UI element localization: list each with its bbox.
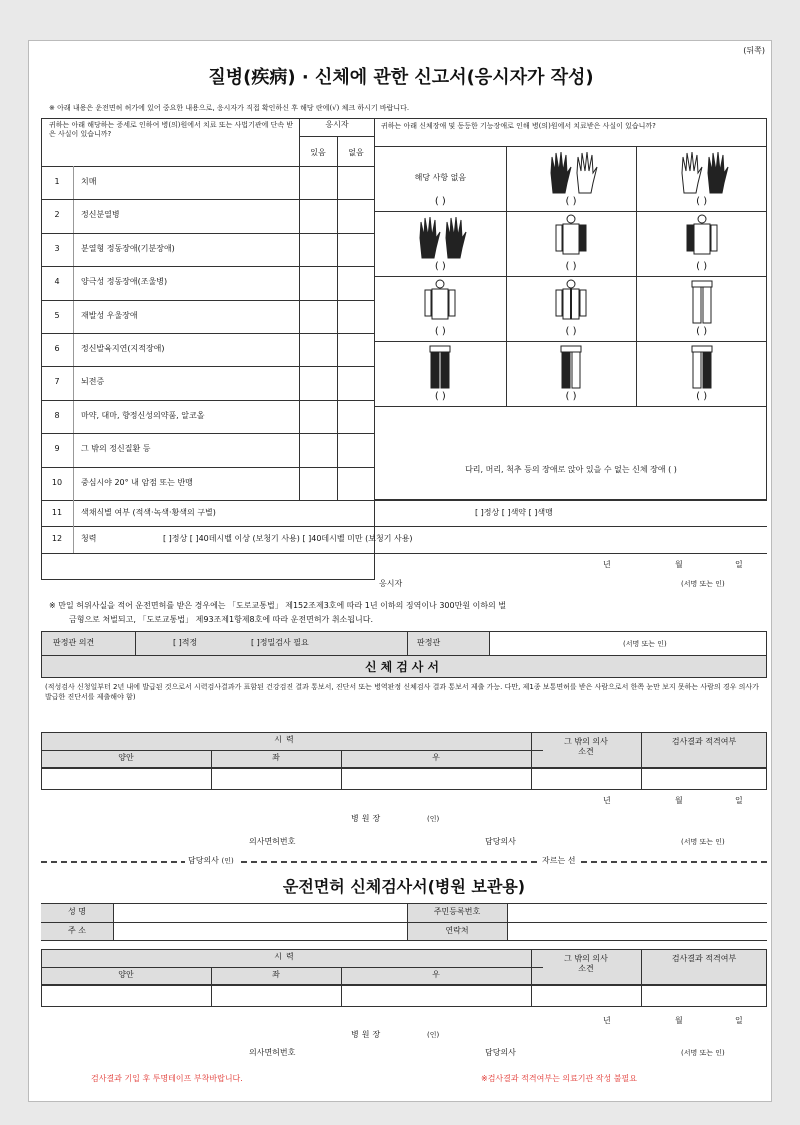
condition-no-cell[interactable]	[345, 475, 367, 493]
disability-checkbox[interactable]: ( )	[565, 196, 577, 207]
right-question: 귀하는 아래 신체장애 및 동등한 기능장애로 인해 병(의)원에서 치료받은 사실이 있습니까?	[381, 122, 656, 130]
exam-date-month[interactable]: 월	[675, 796, 683, 805]
hospital-seal[interactable]: (인)	[427, 815, 440, 823]
exam-result-label: 검사결과 적격여부	[671, 737, 737, 746]
copy-date-day[interactable]: 일	[735, 1016, 743, 1025]
footer-left-note: 검사결과 기입 후 투명테이프 부착바랍니다.	[91, 1074, 243, 1083]
notice-text: ※ 아래 내용은 운전면허 허가에 있어 중요한 내용으로, 응시자가 직접 확인하신 후 해당 란에(√) 체크 하시기 바랍니다.	[49, 104, 410, 112]
condition-no: 2	[54, 210, 60, 220]
condition-label: 정신발육지연(지적장애)	[81, 344, 165, 353]
examiner-fit-option[interactable]: [ ]적정	[173, 638, 198, 647]
form-sheet	[28, 40, 772, 1102]
torso-spine-icon	[541, 279, 601, 325]
copy-director-label: 병원장	[351, 1030, 384, 1039]
copy-title: 운전면허 신체검사서(병원 보관용)	[282, 877, 526, 896]
exam-date-year[interactable]: 년	[603, 796, 611, 805]
condition-no-cell[interactable]	[345, 174, 367, 192]
copy-sign-note[interactable]: (서명 또는 인)	[681, 1049, 725, 1057]
torso-icon	[410, 279, 470, 325]
examiner-detail-option[interactable]: [ ]정밀검사 필요	[251, 638, 309, 647]
condition-no: 6	[54, 344, 60, 353]
condition-no: 5	[54, 310, 60, 320]
condition-yes-cell[interactable]	[307, 441, 329, 459]
condition-yes-cell[interactable]	[307, 174, 329, 192]
applicant-col-header: 응시자	[325, 120, 349, 129]
condition-no: 1	[54, 177, 60, 186]
copy-other-opinion-label: 그 밖의 의사소견	[564, 954, 608, 974]
row-12-no: 12	[51, 534, 63, 543]
condition-label: 뇌전증	[81, 377, 105, 387]
hands-left-fingers-icon	[672, 149, 732, 195]
exam-both-eyes-label: 양안	[118, 753, 134, 762]
no-label: 없음	[348, 148, 364, 157]
condition-no-cell[interactable]	[345, 441, 367, 459]
condition-no-cell[interactable]	[345, 408, 367, 426]
hands-icon	[541, 149, 601, 195]
copy-contact-label: 연락처	[445, 926, 469, 935]
torso-left-arm-icon	[672, 214, 732, 260]
license-no-label: 의사면허번호	[249, 837, 296, 846]
condition-yes-cell[interactable]	[307, 274, 329, 292]
copy-id-label: 주민등록번호	[433, 907, 481, 916]
condition-no: 9	[54, 444, 60, 454]
disability-checkbox[interactable]: ( )	[565, 261, 577, 272]
cut-left-label: 담당의사 (인)	[185, 857, 237, 865]
condition-yes-cell[interactable]	[307, 207, 329, 225]
disability-checkbox[interactable]: ( )	[434, 391, 446, 402]
copy-seal[interactable]: (인)	[427, 1031, 440, 1039]
warning-line-1: ※ 만일 허위사실을 적어 운전면허를 받은 경우에는 「도로교통법」 제152조제3호에 따라 1년 이하의 징역이나 300만원 이하의 벌	[49, 601, 507, 610]
cut-line	[41, 861, 767, 863]
copy-doctor-label: 담당의사	[485, 1048, 516, 1057]
disability-checkbox[interactable]: ( )	[565, 326, 577, 337]
warning-line-2: 금형으로 처벌되고, 「도로교통법」 제93조제1항제8호에 따라 운전면허가 취소됩니다.	[69, 615, 373, 624]
disability-checkbox[interactable]: ( )	[696, 391, 708, 402]
legs-both-icon	[410, 344, 470, 390]
condition-label: 그 밖의 정신질환 등	[81, 444, 151, 454]
doctor-label: 담당의사	[485, 837, 516, 846]
exam-vision-header: 시력	[274, 735, 298, 744]
copy-date-month[interactable]: 월	[675, 1016, 683, 1025]
disability-checkbox[interactable]: ( )	[565, 391, 577, 402]
copy-vision-header: 시력	[274, 952, 298, 961]
condition-label: 정신분열병	[81, 210, 120, 220]
condition-yes-cell[interactable]	[307, 475, 329, 493]
form-title: 질병(疾病) · 신체에 관한 신고서(응시자가 작성)	[208, 67, 594, 88]
exam-title: 신체검사서	[365, 660, 443, 674]
copy-license-label: 의사면허번호	[249, 1048, 296, 1057]
condition-no: 8	[54, 410, 60, 420]
exam-note: (적성검사 신청일부터 2년 내에 발급된 것으로서 시력검사결과가 표함된 건강검진 결과 통보서, 진단서 또는 병역판정 신체검사 결과 통보서 제출 가능. 다만, 제1종 보통면허를 받은 사람으로서 한쪽 눈만 보지 못하는 사람의 경우 의사가 발급한 진단서를 제출해야 함)	[45, 683, 759, 702]
disability-checkbox[interactable]: ( )	[434, 326, 446, 337]
cannot-sit-text: 다리, 머리, 척추 등의 장애로 앉아 있을 수 없는 신체 장애 ( )	[465, 465, 677, 474]
disability-checkbox[interactable]: ( )	[696, 326, 708, 337]
row-11-label: 색채식별 여부 (적색·녹색·황색의 구별)	[81, 508, 216, 517]
copy-right-eye-label: 우	[432, 970, 440, 979]
examiner-sign-note[interactable]: (서명 또는 인)	[623, 640, 667, 648]
condition-no: 4	[54, 277, 60, 287]
condition-label: 재발성 우울장애	[81, 310, 138, 320]
copy-result-label: 검사결과 적격여부	[671, 954, 737, 963]
applicant-sign-note[interactable]: (서명 또는 인)	[681, 580, 725, 588]
condition-no: 3	[54, 243, 60, 253]
legs-icon	[672, 279, 732, 325]
legs-left-icon	[541, 344, 601, 390]
no-disability-label: 해당 사항 없음	[414, 173, 467, 182]
examiner-opinion-label: 판정관 의견	[53, 638, 95, 647]
condition-no-cell[interactable]	[345, 374, 367, 392]
condition-label: 마약, 대마, 향정신성의약품, 알코올	[81, 410, 205, 420]
copy-name-label: 성 명	[68, 907, 86, 916]
condition-yes-cell[interactable]	[307, 341, 329, 359]
condition-yes-cell[interactable]	[307, 308, 329, 326]
exam-right-eye-label: 우	[432, 753, 440, 762]
copy-address-label: 주 소	[68, 926, 86, 935]
exam-other-opinion-label: 그 밖의 의사소견	[564, 737, 608, 757]
page-label: (뒤쪽)	[743, 46, 765, 55]
doctor-sign-note[interactable]: (서명 또는 인)	[681, 838, 725, 846]
date-day[interactable]: 일	[735, 560, 743, 569]
condition-yes-cell[interactable]	[307, 374, 329, 392]
condition-no: 10	[51, 477, 63, 487]
row-11-no: 11	[51, 508, 63, 517]
condition-yes-cell[interactable]	[307, 408, 329, 426]
hospital-director-label: 병원장	[351, 814, 384, 823]
exam-left-eye-label: 좌	[272, 753, 280, 762]
footer-right-note: ※검사결과 적격여부는 의료기관 작성 불필요	[481, 1074, 637, 1083]
copy-both-eyes-label: 양안	[118, 970, 134, 979]
condition-no-cell[interactable]	[345, 241, 367, 259]
examiner-officer-label: 판정관	[417, 638, 441, 647]
condition-yes-cell[interactable]	[307, 241, 329, 259]
disability-checkbox[interactable]: ( )	[434, 261, 446, 272]
condition-no-cell[interactable]	[345, 308, 367, 326]
hands-fingers-icon	[410, 214, 470, 260]
condition-no-cell[interactable]	[345, 341, 367, 359]
condition-no-cell[interactable]	[345, 274, 367, 292]
condition-no: 7	[54, 377, 60, 387]
row-12-label: 청력	[81, 534, 97, 543]
applicant-sign-label: 응시자	[379, 579, 403, 588]
condition-label: 중심시야 20° 내 암점 또는 반맹	[81, 477, 193, 487]
torso-right-arm-icon	[541, 214, 601, 260]
row-11-options[interactable]: [ ]정상 [ ]색약 [ ]색맹	[475, 508, 553, 517]
condition-no-cell[interactable]	[345, 207, 367, 225]
exam-date-day[interactable]: 일	[735, 796, 743, 805]
left-question-text: 귀하는 아래 해당하는 증세로 인하여 병(의)원에서 치료 또는 사법기관에 단속 받은 사실이 있습니까?	[49, 121, 294, 139]
condition-label: 치매	[81, 177, 97, 186]
legs-right-icon	[672, 344, 732, 390]
row-12-options[interactable]: [ ]정상 [ ]40데시벨 이상 (보청기 사용) [ ]40데시벨 미만 (보청기 사용)	[163, 534, 413, 543]
yes-label: 있음	[310, 148, 326, 157]
disability-checkbox[interactable]: ( )	[434, 196, 446, 207]
copy-left-eye-label: 좌	[272, 970, 280, 979]
disability-checkbox[interactable]: ( )	[696, 261, 708, 272]
condition-label: 양극성 정동장애(조울병)	[81, 277, 168, 287]
condition-label: 분열형 정동장애(기분장애)	[81, 243, 175, 253]
date-month[interactable]: 월	[675, 560, 683, 569]
disability-checkbox[interactable]: ( )	[696, 196, 708, 207]
copy-date-year[interactable]: 년	[603, 1016, 611, 1025]
cut-right-label: 자르는 선	[539, 857, 578, 865]
date-year[interactable]: 년	[603, 560, 611, 569]
